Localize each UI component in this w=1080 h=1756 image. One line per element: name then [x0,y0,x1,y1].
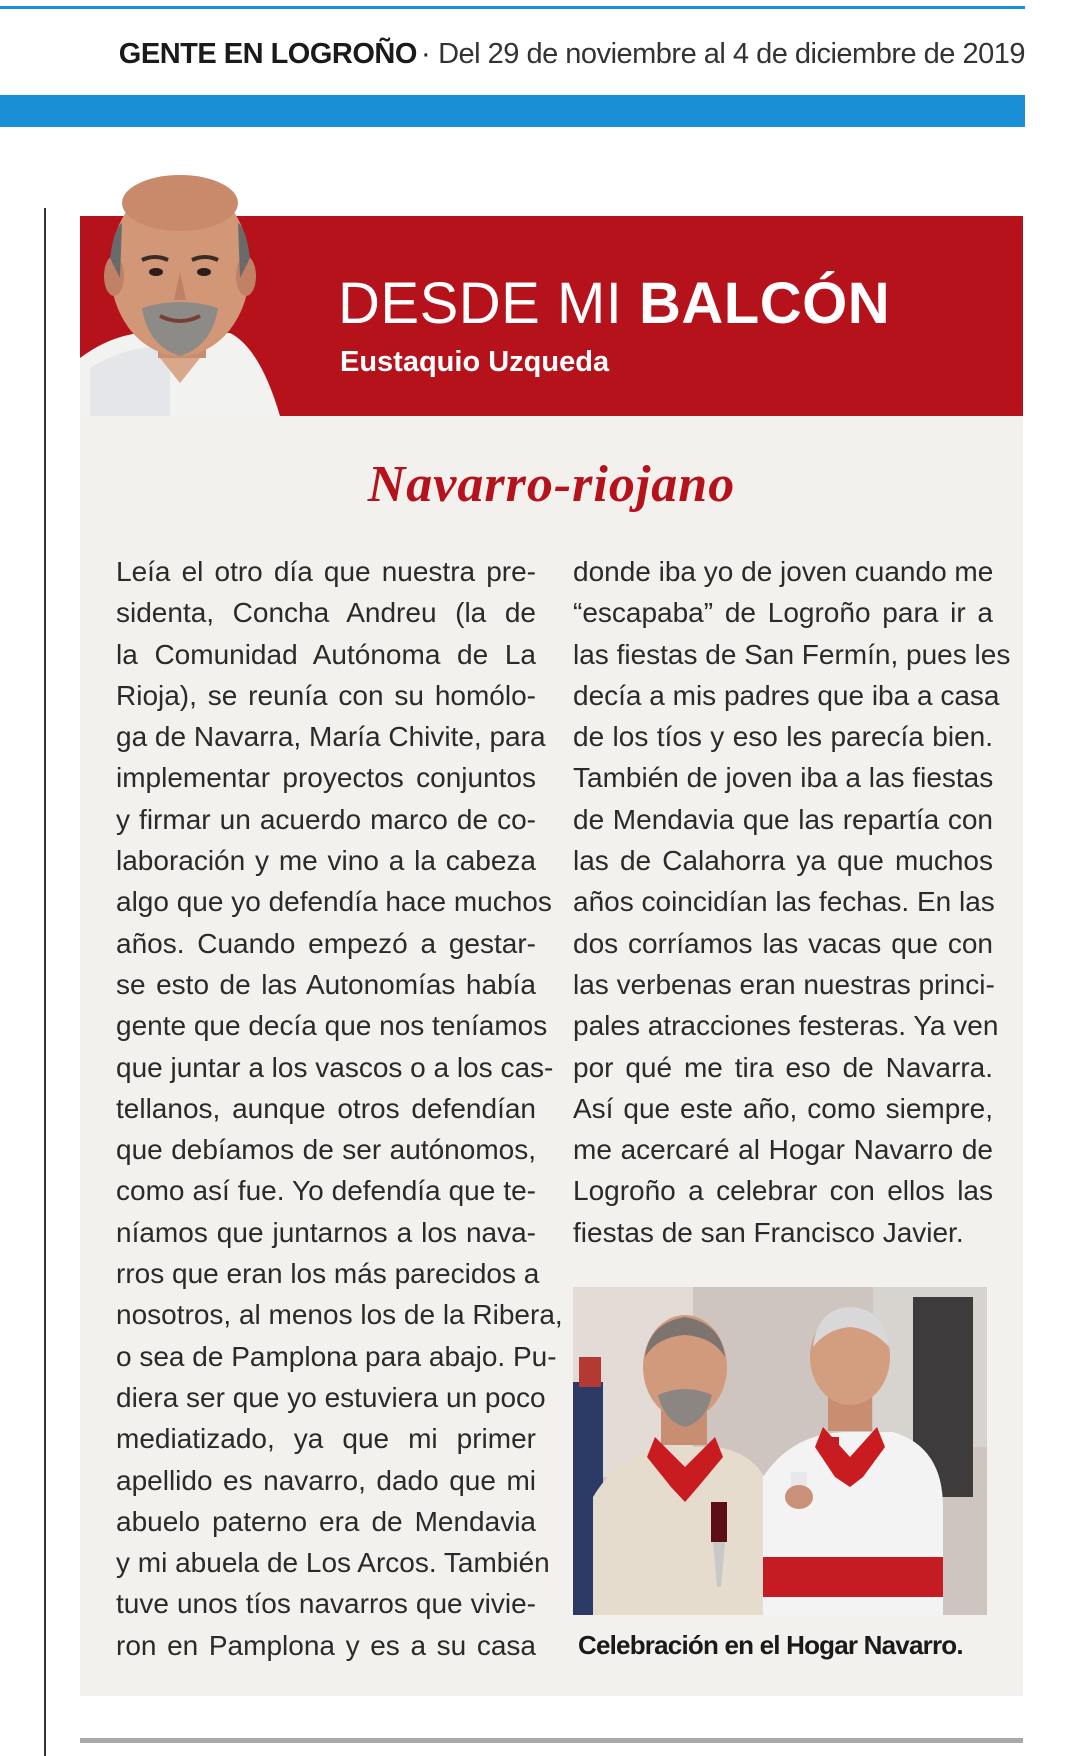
text-line: nosotros, al menos los de la Ribera, [116,1299,563,1331]
text-line: dos corríamos las vacas que con [573,927,993,959]
article-column-left [116,551,563,1666]
text-line: tuve unos tíos navarros que vivie- [116,1588,536,1620]
text-line: gente que decía que nos teníamos [116,1010,548,1042]
photo-caption: Celebración en el Hogar Navarro. [578,1630,963,1660]
text-line: rros que eran los más parecidos a [116,1258,540,1290]
text-line: como así fue. Yo defendía que te- [116,1175,536,1207]
text-line: tellanos, aunque otros defendían [116,1092,536,1124]
article-column-right [573,551,1011,1253]
text-line: años. Cuando empezó a gestar- [116,927,536,959]
text-line: níamos que juntarnos a los nava- [116,1216,536,1248]
text-line: me acercaré al Hogar Navarro de [573,1134,993,1166]
bottom-rule [80,1738,1023,1743]
page-margin-line [44,208,46,1756]
text-line: y firmar un acuerdo marco de co- [116,803,536,835]
text-line: diera ser que yo estuviera un poco [116,1381,546,1413]
text-line: decía a mis padres que iba a casa [573,679,1000,711]
text-line: apellido es navarro, dado que mi [116,1464,536,1496]
blue-header-band [0,95,1025,127]
text-line: Logroño a celebrar con ellos las [573,1175,993,1207]
article-headline: Navarro-riojano [367,456,736,513]
text-line: de Mendavia que las repartía con [573,803,993,835]
text-line: se esto de las Autonomías había [116,968,536,1000]
text-line: que juntar a los vascos o a los cas- [116,1051,554,1083]
text-line: las de Calahorra ya que muchos [573,845,993,877]
text-line: Leía el otro día que nuestra pre- [116,556,536,587]
text-line: mediatizado, ya que mi primer [116,1423,536,1455]
text-line: pales atracciones festeras. Ya ven [573,1010,999,1042]
text-line: fiestas de san Francisco Javier. [573,1216,964,1248]
top-rule [0,6,1025,9]
text-line: “escapaba” de Logroño para ir a [573,597,993,629]
text-line: laboración y me vino a la cabeza [116,845,536,877]
text-line: o sea de Pamplona para abajo. Pu- [116,1340,557,1372]
text-line: las verbenas eran nuestras princi- [573,968,995,1000]
column-title [338,270,890,337]
text-line: sidenta, Concha Andreu (la de [116,597,536,629]
issue-date: Del 29 de noviembre al 4 de diciembre de 2019 [438,38,1025,70]
text-line: ron en Pamplona y es a su casa [116,1629,536,1661]
text-line: ga de Navarra, María Chivite, para [116,721,546,753]
text-line: años coincidían las fechas. En las [573,886,995,918]
text-line: la Comunidad Autónoma de La [116,638,536,670]
text-line: algo que yo defendía hace muchos [116,886,552,918]
author-portrait [80,168,280,416]
masthead [0,38,1025,71]
text-line: y mi abuela de Los Arcos. También [116,1547,550,1579]
text-line: Así que este año, como siempre, [573,1092,993,1124]
text-line: donde iba yo de joven cuando me [573,556,994,587]
text-line: por qué me tira eso de Navarra. [573,1051,993,1083]
column-title-light: DESDE MI [338,271,639,336]
text-line: que debíamos de ser autónomos, [116,1134,536,1166]
text-line: de los tíos y eso les parecía bien. [573,721,993,753]
masthead-separator: · [420,38,431,70]
text-line: implementar proyectos conjuntos [116,762,536,794]
text-line: abuelo paterno era de Mendavia [116,1505,536,1537]
column-title-bold: BALCÓN [639,271,891,336]
author-name: Eustaquio Uzqueda [340,346,610,378]
text-line: También de joven iba a las fiestas [573,762,994,794]
publication-name: GENTE EN LOGROÑO [118,38,417,70]
text-line: Rioja), se reunía con su homólo- [116,679,536,711]
text-line: las fiestas de San Fermín, pues les [573,638,1011,670]
article-photo [573,1287,987,1615]
